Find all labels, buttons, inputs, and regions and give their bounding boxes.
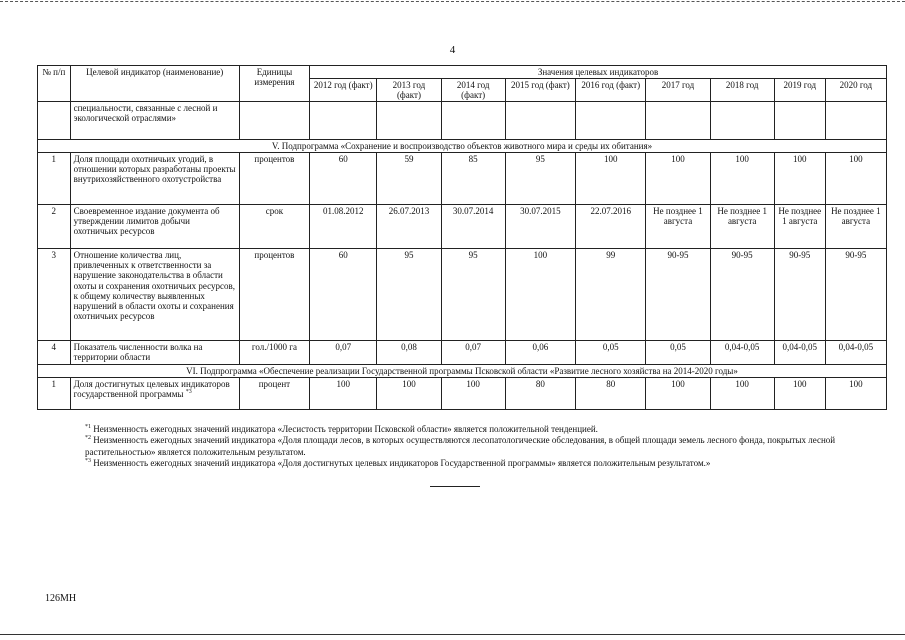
indicator-name — [70, 378, 239, 410]
value-cell: 30.07.2015 — [505, 205, 575, 249]
value-cell: 100 — [576, 153, 646, 205]
table-row — [38, 378, 887, 410]
value-cell: 100 — [505, 249, 575, 341]
indicator-name: специальности, связанные с лесной и экологической отраслями» — [70, 102, 239, 140]
value-cell: 59 — [377, 153, 441, 205]
indicator-name — [70, 341, 239, 365]
value-cell: Не позднее 1 августа — [646, 205, 710, 249]
value-cell: Не позднее 1 августа — [774, 205, 825, 249]
value-cell: 60 — [310, 249, 377, 341]
row-number: 1 — [38, 378, 71, 410]
value-cell: 0,04-0,05 — [825, 341, 886, 365]
table-cell — [825, 102, 886, 140]
section-title: V. Подпрограмма «Сохранение и воспроизводство объектов животного мира и среды их обитания» — [38, 140, 887, 153]
section-title: VI. Подпрограмма «Обеспечение реализации Государственной программы Псковской области «Развитие лесного хозяйства на 2014-2020 годы» — [38, 365, 887, 378]
col-indicator-header: Целевой индикатор (наименование) — [70, 66, 239, 102]
indicator-name-text: Отношение количества лиц, привлеченных к ответственности за нарушение законодательства в области охоты и сохранения охотничьих ресурсов, к общему количеству выявленных нарушений в области охоты и сохранения охотничьих ресурсов — [73, 250, 235, 321]
table-cell — [38, 102, 71, 140]
unit-cell: процентов — [239, 249, 309, 341]
value-cell: 22.07.2016 — [576, 205, 646, 249]
col-units-header: Единицы измерения — [239, 66, 309, 102]
value-cell: 99 — [576, 249, 646, 341]
indicator-name — [70, 249, 239, 341]
table-cell — [377, 102, 441, 140]
unit-cell: процентов — [239, 153, 309, 205]
footnote-3: $^{*3}$ Неизменность ежегодных значений индикатора «Доля достигнутых целевых индикаторов Государственной программы» является положительным результатом.» — [85, 457, 711, 468]
row-number: 1 — [38, 153, 71, 205]
unit-cell: срок — [239, 205, 309, 249]
value-cell: 0,07 — [441, 341, 505, 365]
table-row — [38, 102, 887, 140]
year-header: 2015 год (факт) — [505, 79, 575, 102]
table-cell — [646, 102, 710, 140]
value-cell: 100 — [710, 153, 774, 205]
value-cell: 100 — [646, 378, 710, 410]
value-cell: 100 — [377, 378, 441, 410]
year-header: 2016 год (факт) — [576, 79, 646, 102]
value-cell: 90-95 — [710, 249, 774, 341]
year-header: 2013 год (факт) — [377, 79, 441, 102]
table-row — [38, 153, 887, 205]
indicator-name — [70, 205, 239, 249]
value-cell: 95 — [441, 249, 505, 341]
col-num-header: № п/п — [38, 66, 71, 102]
table-cell — [774, 102, 825, 140]
value-cell: 100 — [441, 378, 505, 410]
value-cell: 0,08 — [377, 341, 441, 365]
document-code: 126МН — [45, 593, 77, 604]
footnote-ref: *3 — [185, 389, 192, 396]
year-header: 2020 год — [825, 79, 886, 102]
table-cell — [310, 102, 377, 140]
header-row — [38, 66, 887, 79]
unit-cell: процент — [239, 378, 309, 410]
table-row — [38, 205, 887, 249]
indicator-name-text: Доля площади охотничьих угодий, в отношении которых разработаны проекты внутрихозяйственного охотустройства — [73, 154, 236, 185]
value-cell: 80 — [505, 378, 575, 410]
indicator-name-text: Показатель численности волка на территории области — [73, 342, 203, 363]
value-cell: 26.07.2013 — [377, 205, 441, 249]
year-header: 2018 год — [710, 79, 774, 102]
scan-edge-top — [0, 1, 905, 2]
value-cell: 0,05 — [576, 341, 646, 365]
year-header: 2017 год — [646, 79, 710, 102]
table-cell — [710, 102, 774, 140]
value-cell: 100 — [774, 153, 825, 205]
value-cell: 100 — [825, 378, 886, 410]
value-cell: 100 — [774, 378, 825, 410]
table-cell — [239, 102, 309, 140]
value-cell: 0,04-0,05 — [774, 341, 825, 365]
row-number: 4 — [38, 341, 71, 365]
value-cell: 95 — [377, 249, 441, 341]
value-cell: 100 — [825, 153, 886, 205]
year-header: 2019 год — [774, 79, 825, 102]
year-header: 2012 год (факт) — [310, 79, 377, 102]
footnotes — [37, 424, 887, 469]
indicators-table — [37, 65, 887, 410]
values-header: Значения целевых индикаторов — [310, 66, 887, 79]
value-cell: 80 — [576, 378, 646, 410]
page-number: 4 — [449, 44, 456, 56]
value-cell: 0,07 — [310, 341, 377, 365]
value-cell: Не позднее 1 августа — [825, 205, 886, 249]
scan-edge-bottom — [0, 634, 905, 635]
value-cell: 90-95 — [646, 249, 710, 341]
value-cell: 100 — [646, 153, 710, 205]
value-cell: 95 — [505, 153, 575, 205]
value-cell: 90-95 — [774, 249, 825, 341]
table-cell — [505, 102, 575, 140]
row-number: 2 — [38, 205, 71, 249]
value-cell: 90-95 — [825, 249, 886, 341]
value-cell: 0,06 — [505, 341, 575, 365]
indicator-name — [70, 153, 239, 205]
end-rule — [430, 486, 480, 487]
value-cell: 0,05 — [646, 341, 710, 365]
row-number: 3 — [38, 249, 71, 341]
indicator-name-text: Доля достигнутых целевых индикаторов государственной программы — [73, 379, 230, 400]
value-cell: 100 — [310, 378, 377, 410]
indicator-name-text: Своевременное издание документа об утверждении лимитов добычи охотничьих ресурсов — [73, 206, 220, 237]
value-cell: 0,04-0,05 — [710, 341, 774, 365]
footnote-2: $^{*2}$ Неизменность ежегодных значений индикатора «Доля площади лесов, в которых осуществляются лесопатологические обследования, в общей площади земель лесного фонда, покрытых лесной растительностью» является положительным результатом. — [85, 435, 836, 457]
value-cell: 01.08.2012 — [310, 205, 377, 249]
section-title-row — [38, 140, 887, 153]
section-title-row — [38, 365, 887, 378]
table-row — [38, 341, 887, 365]
table-row — [38, 249, 887, 341]
year-header: 2014 год (факт) — [441, 79, 505, 102]
value-cell: 85 — [441, 153, 505, 205]
value-cell: 30.07.2014 — [441, 205, 505, 249]
value-cell: 100 — [710, 378, 774, 410]
table-cell — [441, 102, 505, 140]
unit-cell: гол./1000 га — [239, 341, 309, 365]
value-cell: 60 — [310, 153, 377, 205]
table-cell — [576, 102, 646, 140]
value-cell: Не позднее 1 августа — [710, 205, 774, 249]
footnote-1: $^{*1}$ Неизменность ежегодных значений индикатора «Лесистость территории Псковской области» является положительной тенденцией. — [85, 424, 598, 434]
